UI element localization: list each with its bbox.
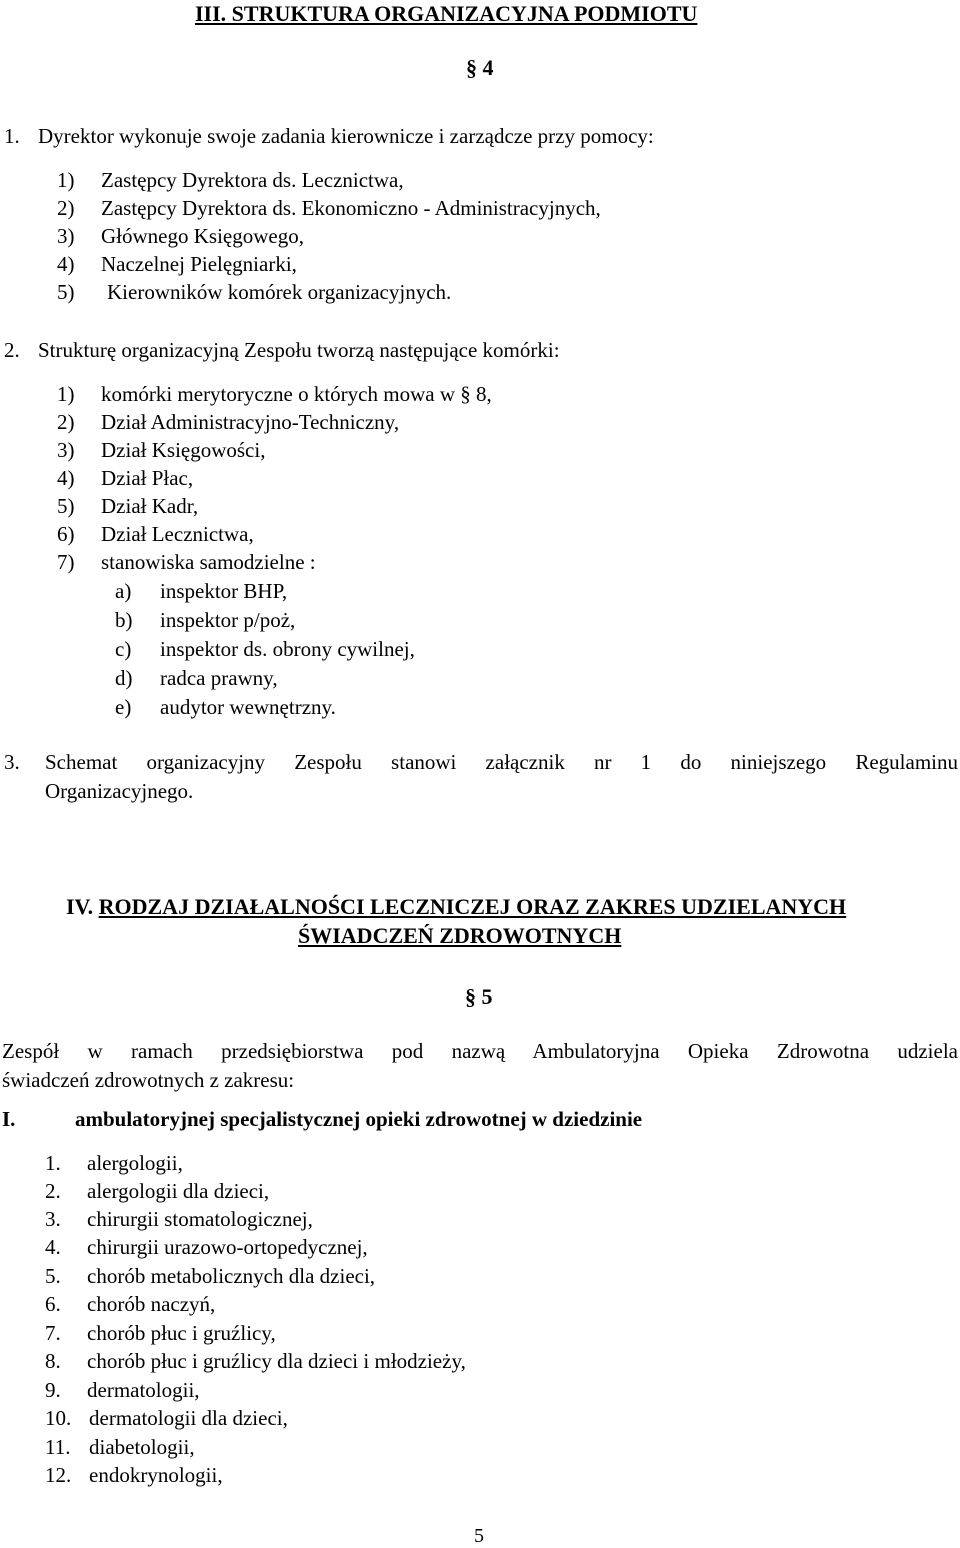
subsection-heading: ambulatoryjnej specjalistycznej opieki zdrowotnej w dziedzinie [75, 1107, 643, 1131]
list-item-number: 6) [57, 522, 75, 546]
sub-list-item-text: radca prawny, [160, 666, 278, 690]
list-item [45, 1404, 288, 1432]
sub-list-item-letter: b) [115, 608, 133, 632]
list-item-text: Zastępcy Dyrektora ds. Lecznictwa, [101, 168, 404, 192]
section-heading-number: IV. [66, 894, 94, 919]
list-item [45, 1347, 466, 1375]
list-number: 2. [4, 338, 20, 362]
list-item-number: 7) [57, 550, 75, 574]
list-item-text: alergologii, [87, 1151, 183, 1175]
list-item-text: Dział Lecznictwa, [101, 522, 254, 546]
list-item [57, 166, 404, 194]
list-item [57, 464, 193, 492]
list-item-number: 3. [45, 1207, 61, 1231]
paragraph-text: Zespół w ramach przedsiębiorstwa pod nazwą Ambulatoryjna Opieka Zdrowotna udziela [2, 1039, 958, 1063]
list-item [45, 1461, 223, 1489]
list-item [45, 1177, 269, 1205]
section-heading-continuation: ŚWIADCZEŃ ZDROWOTNYCH [298, 923, 622, 948]
sub-list-item-letter: c) [115, 637, 132, 661]
paragraph-sign: § 5 [465, 984, 493, 1009]
list-item-number: 11. [45, 1435, 71, 1459]
list-item-number: 2. [45, 1179, 61, 1203]
list-item-text: chorób naczyń, [87, 1292, 216, 1316]
list-item [45, 1319, 276, 1347]
list-item-number: 5) [57, 494, 75, 518]
list-item [57, 250, 297, 278]
list-item [57, 548, 316, 576]
list-item [45, 1205, 313, 1233]
list-item-number: 5) [57, 280, 75, 304]
list-item-number: 3) [57, 224, 75, 248]
paragraph-text: Strukturę organizacyjną Zespołu tworzą następujące komórki: [38, 338, 560, 362]
paragraph-text: Schemat organizacyjny Zespołu stanowi załącznik nr 1 do niniejszego Regulaminu [45, 750, 958, 774]
sub-list-item-letter: d) [115, 666, 133, 690]
list-item-number: 4. [45, 1235, 61, 1259]
list-item-number: 2) [57, 196, 75, 220]
list-item-text: dermatologii, [87, 1378, 200, 1402]
list-item-text: endokrynologii, [89, 1463, 223, 1487]
sub-list-item [115, 693, 336, 721]
list-item-text: Dział Księgowości, [101, 438, 266, 462]
list-item-number: 6. [45, 1292, 61, 1316]
list-item [45, 1149, 183, 1177]
list-item-text: komórki merytoryczne o których mowa w § 8, [101, 382, 492, 406]
list-item-text: Naczelnej Pielęgniarki, [101, 252, 297, 276]
list-item [57, 380, 492, 408]
list-item [57, 222, 304, 250]
paragraph-text: Organizacyjnego. [45, 779, 194, 803]
paragraph-sign: § 4 [466, 55, 494, 80]
list-item-text: Głównego Księgowego, [101, 224, 304, 248]
list-item [45, 1290, 215, 1318]
sub-list-item-text: inspektor BHP, [160, 579, 288, 603]
list-item-text: chorób płuc i gruźlicy, [87, 1321, 276, 1345]
paragraph-text: Dyrektor wykonuje swoje zadania kierownicze i zarządcze przy pomocy: [38, 124, 654, 148]
list-item-text: Dział Administracyjno-Techniczny, [101, 410, 400, 434]
sub-list-item [115, 606, 295, 634]
list-item-number: 1) [57, 168, 75, 192]
sub-list-item [115, 635, 415, 663]
list-item [45, 1233, 368, 1261]
list-item-text: Dział Płac, [101, 466, 194, 490]
paragraph-text: świadczeń zdrowotnych z zakresu: [2, 1068, 295, 1092]
section-heading [66, 893, 846, 921]
list-item-text: chirurgii stomatologicznej, [87, 1207, 313, 1231]
list-item-text: chorób płuc i gruźlicy dla dzieci i młodzieży, [87, 1349, 466, 1373]
list-item [45, 1376, 200, 1404]
list-item-text: chirurgii urazowo-ortopedycznej, [87, 1235, 368, 1259]
list-number: 1. [4, 124, 20, 148]
list-item-number: 8. [45, 1349, 61, 1373]
sub-list-item-text: inspektor ds. obrony cywilnej, [160, 637, 415, 661]
list-item-number: 1. [45, 1151, 61, 1175]
list-item-number: 4) [57, 466, 75, 490]
list-item-text: Kierowników komórek organizacyjnych. [107, 280, 452, 304]
list-item-text: dermatologii dla dzieci, [89, 1406, 288, 1430]
list-item [57, 492, 198, 520]
list-item [57, 436, 265, 464]
sub-list-item [115, 664, 278, 692]
subsection-number: I. [2, 1107, 16, 1131]
list-item-number: 10. [45, 1406, 72, 1430]
list-item-text: stanowiska samodzielne : [101, 550, 316, 574]
list-item-text: chorób metabolicznych dla dzieci, [87, 1264, 376, 1288]
page-number: 5 [474, 1525, 484, 1547]
section-heading: III. STRUKTURA ORGANIZACYJNA PODMIOTU [195, 1, 698, 26]
list-item-number: 5. [45, 1264, 61, 1288]
sub-list-item-text: inspektor p/poż, [160, 608, 296, 632]
section-heading-text: RODZAJ DZIAŁALNOŚCI LECZNICZEJ ORAZ ZAKRES UDZIELANYCH [98, 894, 847, 919]
list-item [57, 408, 399, 436]
list-item-number: 3) [57, 438, 75, 462]
list-item-number: 7. [45, 1321, 61, 1345]
list-item [57, 278, 451, 306]
list-item-number: 4) [57, 252, 75, 276]
list-item-number: 1) [57, 382, 75, 406]
list-item [57, 194, 601, 222]
list-item-text: alergologii dla dzieci, [87, 1179, 270, 1203]
list-item-text: Zastępcy Dyrektora ds. Ekonomiczno - Administracyjnych, [101, 196, 601, 220]
sub-list-item-letter: e) [115, 695, 132, 719]
list-number: 3. [4, 750, 20, 774]
list-item [57, 520, 254, 548]
sub-list-item-letter: a) [115, 579, 132, 603]
list-item-number: 12. [45, 1463, 72, 1487]
list-item [45, 1433, 195, 1461]
list-item-text: diabetologii, [89, 1435, 195, 1459]
list-item-number: 9. [45, 1378, 61, 1402]
list-item-number: 2) [57, 410, 75, 434]
list-item [45, 1262, 375, 1290]
list-item-text: Dział Kadr, [101, 494, 199, 518]
sub-list-item-text: audytor wewnętrzny. [160, 695, 336, 719]
sub-list-item [115, 577, 287, 605]
